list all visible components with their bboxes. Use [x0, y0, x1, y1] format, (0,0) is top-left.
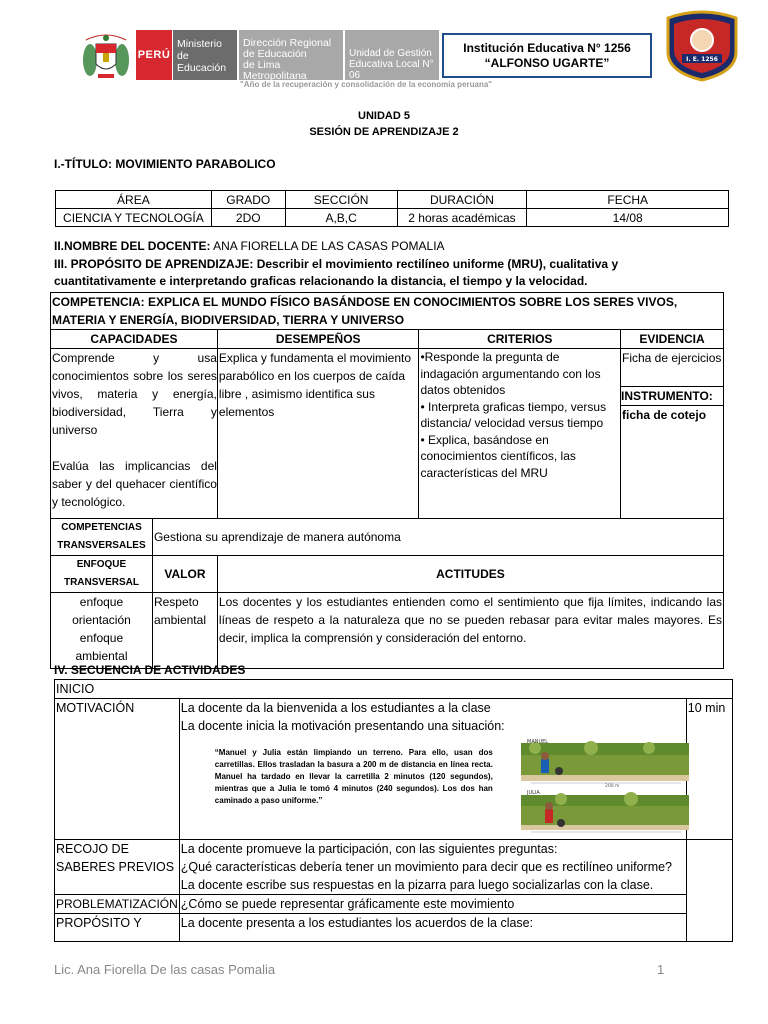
secuencia-table [54, 679, 733, 942]
institution-box: Institución Educativa N° 1256 “ALFONSO UGARTE” [442, 33, 652, 78]
motivacion-line-2: La docente inicia la motivación presentando una situación: [180, 719, 505, 733]
proposito-label: PROPÓSITO Y [55, 914, 180, 942]
story-distance-label: 200 m [604, 784, 620, 789]
story-julia-label: JULIA [526, 790, 540, 796]
capacidad-1: Comprende y usa conocimientos sobre los seres vivos, materia y energía, biodiversidad, Tierra y universo [52, 351, 217, 437]
saberes-line-1: La docente promueve la participación, con las siguientes preguntas: [180, 842, 558, 856]
info-header-cell: SECCIÓN [285, 191, 397, 209]
enfoque-value: enfoque orientación enfoque ambiental [51, 593, 153, 669]
docente-line [54, 239, 445, 253]
criterio-1: •Responde la pregunta de indagación argumentando con los datos obtenidos [420, 350, 601, 397]
docente-label: II.NOMBRE DEL DOCENTE: [54, 239, 211, 253]
info-header-cell: FECHA [527, 191, 729, 209]
evidencia-header: EVIDENCIA [621, 330, 724, 349]
capacidades-cell [51, 349, 218, 519]
motivacion-label: MOTIVACIÓN [55, 699, 180, 840]
problematizacion-value: ¿Cómo se puede representar gráficamente este movimiento [179, 895, 686, 914]
info-table [55, 190, 729, 227]
enfoque-label: ENFOQUE TRANSVERSAL [51, 556, 153, 593]
competencia-heading: COMPETENCIA: EXPLICA EL MUNDO FÍSICO BASÁNDOSE EN CONOCIMIENTOS SOBRE LOS SERES VIVOS, MATERIA Y ENERGÍA, BIODIVERSIDAD, TIERRA Y UNIVERSO [51, 293, 724, 330]
valor-value: Respeto ambiental [152, 593, 217, 669]
saberes-content [179, 840, 686, 895]
time-empty-cell [686, 840, 732, 942]
info-header-cell: DURACIÓN [397, 191, 527, 209]
footer-author: Lic. Ana Fiorella De las casas Pomalia [54, 962, 276, 977]
info-header-cell: GRADO [211, 191, 285, 209]
info-value-cell: A,B,C [285, 209, 397, 227]
session-topic: I.-TÍTULO: MOVIMIENTO PARABOLICO [54, 157, 276, 171]
saberes-line-3: La docente escribe sus respuestas en la pizarra para luego socializarlas con la clase. [180, 878, 654, 892]
problematizacion-label: PROBLEMATIZACIÓN [55, 895, 180, 914]
secuencia-title: IV. SECUENCIA DE ACTIVIDADES [54, 663, 246, 677]
page-number: 1 [657, 962, 665, 977]
dre-lima-logo: Dirección Regional de Educación de Lima Metropolitana [239, 30, 343, 80]
sesion-title: SESIÓN DE APRENDIZAJE 2 [309, 126, 459, 138]
capacidad-2: Evalúa las implicancias del saber y del quehacer científico y tecnológico. [52, 459, 217, 509]
badge-label: I. E. 1256 [686, 56, 718, 63]
desempenos-header: DESEMPEÑOS [217, 330, 419, 349]
ministerio-logo: Ministerio de Educación [173, 30, 237, 80]
criterios-cell [419, 349, 621, 519]
motivacion-content [179, 699, 686, 840]
inicio-label: INICIO [55, 680, 733, 699]
story-text: “Manuel y Julia están limpiando un terreno. Para ello, usan dos carretillas. Ellos trasladan la basura a 200 m de distancia en línea recta. Manuel ha tardado en llevar la carretilla 2 minutos (120 segundos), mientras que a Julia le tomó 4 minutos (240 segundos). Los dos han caminado a paso uniforme.” [214, 748, 493, 805]
story-manuel-label: MANUEL [526, 739, 548, 745]
saberes-label: RECOJO DE SABERES PREVIOS [55, 840, 180, 895]
criterios-header: CRITERIOS [419, 330, 621, 349]
saberes-line-2: ¿Qué características debería tener un movimiento para decir que es rectilíneo uniforme? [180, 860, 673, 874]
motivacion-time: 10 min [686, 699, 732, 840]
transversales-value: Gestiona su aprendizaje de manera autónoma [152, 519, 723, 556]
evidencia-cell: Ficha de ejercicios [621, 349, 724, 387]
wheelbarrow-illustration [521, 739, 689, 835]
competencia-table [50, 292, 724, 669]
transversales-label: COMPETENCIAS TRANSVERSALES [51, 519, 153, 556]
info-value-cell: 14/08 [527, 209, 729, 227]
year-motto: "Año de la recuperación y consolidación de la economía peruana" [240, 80, 493, 89]
actitudes-value: Los docentes y los estudiantes entienden como el sentimiento que fija límites, indicando las líneas de respeto a la naturaleza que no se pueden rebasar para evitar males mayores. Es decir, implica la comprensión y consideración del entorno. [217, 593, 723, 669]
ugel-logo: Unidad de Gestión Educativa Local N° 06 [345, 30, 439, 80]
info-value-cell: CIENCIA Y TECNOLOGÍA [56, 209, 212, 227]
docente-name: ANA FIORELLA DE LAS CASAS POMALIA [213, 239, 445, 253]
motivacion-line-1: La docente da la bienvenida a los estudiantes a la clase [180, 701, 491, 715]
criterio-3: • Explica, basándose en conocimientos científicos, las características del MRU [420, 432, 576, 480]
desempenos-cell: Explica y fundamenta el movimiento parabólico en los cuerpos de caída libre , asimismo identifica sus elementos [217, 349, 419, 519]
proposito-aprendizaje: III. PROPÓSITO DE APRENDIZAJE: Describir el movimiento rectilíneo uniforme (MRU), cualitativa y cuantitativamente e interpretando graficas relacionando la distancia, el tiempo y la velocidad. [54, 257, 619, 288]
proposito-value: La docente presenta a los estudiantes los acuerdos de la clase: [179, 914, 686, 942]
info-value-cell: 2 horas académicas [397, 209, 527, 227]
info-value-row [56, 209, 729, 227]
info-header-row [56, 191, 729, 209]
instrumento-label: INSTRUMENTO: [621, 387, 723, 406]
school-badge-icon [664, 10, 740, 82]
capacidades-header: CAPACIDADES [51, 330, 218, 349]
instrumento-cell [621, 387, 724, 519]
unidad-title: UNIDAD 5 [358, 110, 410, 122]
peru-logo: PERÚ [136, 30, 172, 80]
info-header-cell: ÁREA [56, 191, 212, 209]
actitudes-label: ACTITUDES [217, 556, 723, 593]
valor-label: VALOR [152, 556, 217, 593]
peru-coat-of-arms-icon [78, 30, 134, 82]
story-panel [185, 739, 685, 839]
info-value-cell: 2DO [211, 209, 285, 227]
criterio-2: • Interpreta graficas tiempo, versus distancia/ velocidad versus tiempo [420, 399, 607, 430]
instrumento-value: ficha de cotejo [622, 408, 707, 422]
